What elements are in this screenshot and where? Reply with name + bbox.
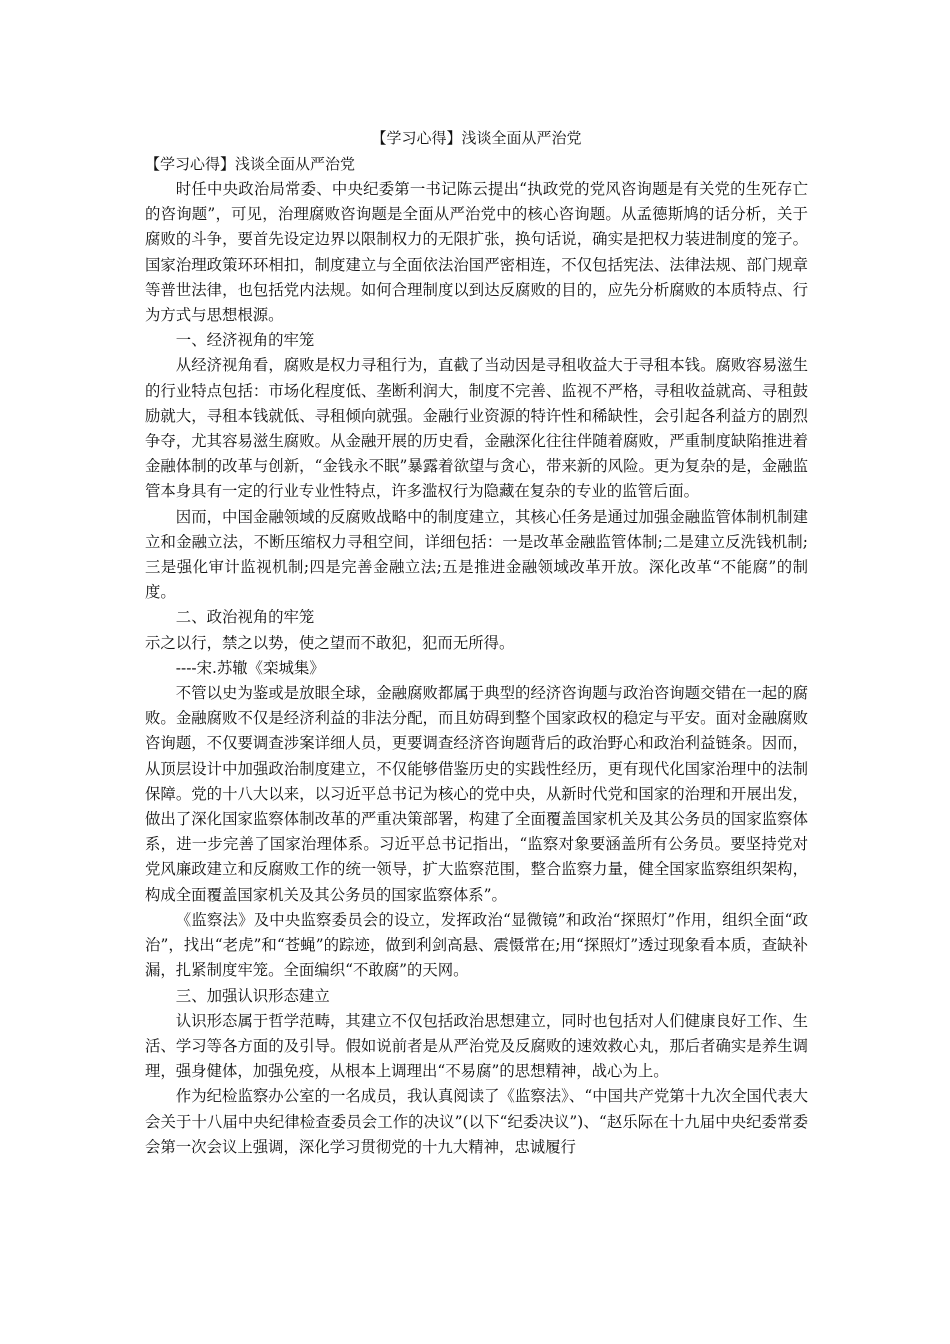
quote-attribution: ----宋.苏辙《栾城集》 (175, 658, 325, 677)
body-paragraph: 不管以史为鉴或是放眼全球，金融腐败都属于典型的经济咨询题与政治咨询题交错在一起的腐败。金融腐败不仅是经济利益的非法分配，而且妨碍到整个国家政权的稳定与平安。面对金融腐败咨询题，不仅要调查涉案详细人员，更要调查经济咨询题背后的政治野心和政治利益链条。因而，从顶层设计中加强政治制度建立，不仅能够借鉴历史的实践性经历，更有现代化国家治理中的法制保障。党的十八大以来，以习近平总书记为核心的党中央，从新时代党和国家的治理和开展出发，做出了深化国家监察体制改革的严重决策部署，构建了全面覆盖国家机关及其公务员的国家监察体系，进一步完善了国家治理体系。习近平总书记指出，“监察对象要涵盖所有公务员。要坚持党对党风廉政建立和反腐败工作的统一领导，扩大监察范围，整合监察力量，健全国家监察组织架构，构成全面覆盖国家机关及其公务员的国家监察体系”。 (145, 684, 808, 904)
document-subtitle: 【学习心得】浅谈全面从严治党 (145, 155, 356, 173)
body-paragraph: 时任中央政治局常委、中央纪委第一书记陈云提出“执政党的党风咨询题是有关党的生死存亡的咨询题”，可见，治理腐败咨询题是全面从严治党中的核心咨询题。从孟德斯鸠的话分析，关于腐败的斗争，要首先设定边界以限制权力的无限扩张，换句话说，确实是把权力装进制度的笼子。国家治理政策环环相扣，制度建立与全面依法治国严密相连，不仅包括宪法、法律法规、部门规章等普世法律，也包括党内法规。如何合理制度以到达反腐败的目的，应先分析腐败的本质特点、行为方式与思想根源。 (145, 180, 808, 325)
document-page (145, 125, 808, 1160)
body-paragraph: 作为纪检监察办公室的一名成员，我认真阅读了《监察法》、“中国共产党第十九次全国代表大会关于十八届中央纪律检查委员会工作的决议”(以下“纪委决议”)、“赵乐际在十九届中央纪委常委会第一次会议上强调，深化学习贯彻党的十九大精神，忠诚履行 (145, 1087, 808, 1156)
body-paragraph: 认识形态属于哲学范畴，其建立不仅包括政治思想建立，同时也包括对人们健康良好工作、生活、学习等各方面的及引导。假如说前者是从严治党及反腐败的速效救心丸，那后者确实是养生调理，强身健体，加强免疫，从根本上调理出“不易腐”的思想精神，战心为上。 (145, 1011, 808, 1081)
section-heading: 二、政治视角的牢笼 (175, 608, 315, 627)
document-body (145, 177, 808, 1160)
quote-line: 示之以行，禁之以势，使之望而不敢犯，犯而无所得。 (145, 633, 515, 652)
document-title: 【学习心得】浅谈全面从严治党 (371, 129, 582, 147)
section-heading: 一、经济视角的牢笼 (175, 331, 315, 350)
body-paragraph: 《监察法》及中央监察委员会的设立，发挥政治“显微镜”和政治“探照灯”作用，组织全面“政治”，找出“老虎”和“苍蝇”的踪迹，做到利剑高悬、震慑常在;用“探照灯”透过现象看本质，查缺补漏，扎紧制度牢笼。全面编织“不敢腐”的天网。 (145, 910, 808, 980)
body-paragraph: 从经济视角看，腐败是权力寻租行为，直截了当动因是寻租收益大于寻租本钱。腐败容易滋生的行业特点包括：市场化程度低、垄断利润大，制度不完善、监视不严格，寻租收益就高、寻租鼓励就大，寻租本钱就低、寻租倾向就强。金融行业资源的特许性和稀缺性，会引起各利益方的剧烈争夺，尤其容易滋生腐败。从金融开展的历史看，金融深化往往伴随着腐败，严重制度缺陷推进着金融体制的改革与创新，“金钱永不眠”暴露着欲望与贪心，带来新的风险。更为复杂的是，金融监管本身具有一定的行业专业性特点，许多滥权行为隐藏在复杂的专业的监管后面。 (145, 356, 808, 501)
section-heading: 三、加强认识形态建立 (175, 986, 330, 1005)
body-paragraph: 因而，中国金融领域的反腐败战略中的制度建立，其核心任务是通过加强金融监管体制机制建立和金融立法，不断压缩权力寻租空间，详细包括：一是改革金融监管体制;二是建立反洗钱机制;三是强化审计监视机制;四是完善金融立法;五是推进金融领域改革开放。深化改革“不能腐”的制度。 (145, 507, 808, 602)
